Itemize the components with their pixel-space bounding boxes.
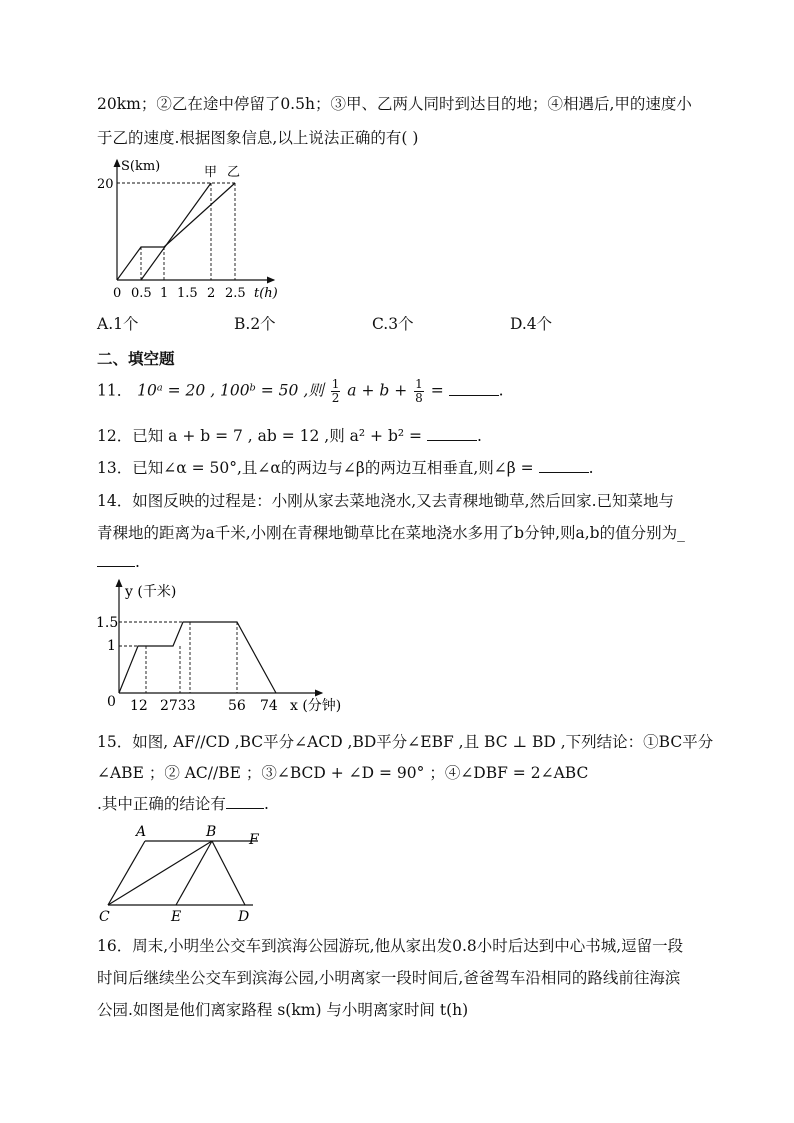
q15-line3: .其中正确的结论有 . — [97, 795, 269, 813]
q14-line3: . — [97, 552, 140, 571]
q14-x-tick-2733: 2733 — [160, 698, 196, 714]
q16-line2: 时间后继续坐公交车到滨海公园,小明离家一段时间后,爸爸驾车沿相同的路线前往海滨 — [97, 969, 681, 987]
q10-line1: 20km；②乙在途中停留了0.5h；③甲、乙两人同时到达目的地；④相遇后,甲的速度小 — [97, 95, 692, 113]
label-A: A — [136, 824, 147, 840]
q11-answer-blank — [449, 381, 499, 396]
q11-fraction-2: $\frac{1}{8}$ — [415, 377, 423, 405]
label-F: F — [249, 832, 259, 848]
q12-text: 12．已知 a + b = 7 , ab = 12 ,则 a² + b² = — [97, 427, 422, 445]
q10-option-d: D.4个 — [510, 315, 553, 333]
q10-x-tick-0.5: 0.5 — [131, 286, 152, 301]
q14-x-tick-12: 12 — [130, 698, 148, 714]
q10-x-label: t(h) — [254, 286, 278, 301]
q10-x-tick-2: 2 — [207, 286, 216, 301]
q11-equals: = — [430, 381, 444, 400]
q16-line1: 16．周末,小明坐公交车到滨海公园游玩,他从家出发0.8小时后达到中心书城,逗留一段 — [97, 937, 684, 955]
label-D: D — [238, 909, 250, 925]
label-B: B — [206, 824, 217, 840]
q14-distance-time-graph — [96, 580, 360, 715]
q14-x-tick-56: 56 — [228, 698, 246, 714]
q10-distance-time-graph — [94, 158, 294, 306]
q15-geometry-figure — [98, 822, 278, 925]
q10-option-a: A.1个 — [97, 315, 139, 333]
q15-line1: 15．如图, AF//CD ,BC平分∠ACD ,BD平分∠EBF ,且 BC ⊥ BD ,下列结论：①BC平分 — [97, 733, 714, 751]
q11-line: 11． 10ᵃ = 20 , 100ᵇ = 50 ,则 $\frac{1}{2}$ a + b + $\frac{1}{8}$ = . — [97, 377, 504, 405]
q14-y-tick-0: 0 — [107, 694, 116, 710]
q14-x-tick-74: 74 — [260, 698, 278, 714]
q14-x-label: x (分钟) — [290, 698, 342, 714]
q14-y-tick-1: 1 — [107, 638, 116, 654]
q14-y-tick-1.5: 1.5 — [96, 615, 119, 631]
q15-line2: ∠ABE ；② AC//BE ；③∠BCD + ∠D = 90° ；④∠DBF = 2∠ABC — [97, 764, 589, 782]
q10-x-tick-2.5: 2.5 — [225, 286, 246, 301]
q10-line-jia — [141, 183, 211, 280]
q10-option-b: B.2个 — [234, 315, 276, 333]
q11-expression: 10ᵃ = 20 , 100ᵇ = 50 ,则 — [137, 381, 324, 400]
q13-line: 13．已知∠α = 50°,且∠α的两边与∠β的两边互相垂直,则∠β = . — [97, 459, 594, 477]
label-C: C — [99, 909, 110, 925]
q16-line3: 公园.如图是他们离家路程 s(km) 与小明离家时间 t(h) — [97, 1001, 469, 1019]
label-E: E — [171, 909, 182, 925]
q10-x-tick-0: 0 — [113, 286, 122, 301]
q10-option-c: C.3个 — [372, 315, 414, 333]
q11-mid: a + b + — [347, 381, 408, 400]
q13-answer-blank — [539, 458, 589, 473]
q11-fraction-1: $\frac{1}{2}$ — [331, 377, 340, 405]
q10-label-yi: 乙 — [227, 165, 241, 180]
q10-y-tick-20: 20 — [97, 177, 114, 192]
q11-number: 11． — [97, 381, 133, 400]
q12-line: 12．已知 a + b = 7 , ab = 12 ,则 a² + b² = . — [97, 427, 482, 445]
q10-y-label: S(km) — [121, 159, 161, 174]
q12-answer-blank — [427, 426, 477, 441]
q10-label-jia: 甲 — [204, 165, 218, 180]
q14-answer-blank — [97, 552, 135, 567]
q14-y-label: y (千米) — [125, 584, 177, 600]
q10-x-tick-1.5: 1.5 — [177, 286, 198, 301]
section-title: 二、填空题 — [97, 350, 175, 368]
q13-text: 13．已知∠α = 50°,且∠α的两边与∠β的两边互相垂直,则∠β = — [97, 459, 534, 477]
q14-line1: 14．如图反映的过程是：小刚从家去菜地浇水,又去青稞地锄草,然后回家.已知菜地与 — [97, 492, 675, 510]
q15-answer-blank — [226, 794, 264, 809]
q14-line2: 青稞地的距离为a千米,小刚在青稞地锄草比在菜地浇水多用了b分钟,则a,b的值分别为_ — [97, 524, 685, 542]
q14-trip-line — [119, 622, 276, 693]
q10-x-tick-1: 1 — [160, 286, 169, 301]
q10-line2: 于乙的速度.根据图象信息,以上说法正确的有( ) — [97, 129, 419, 147]
